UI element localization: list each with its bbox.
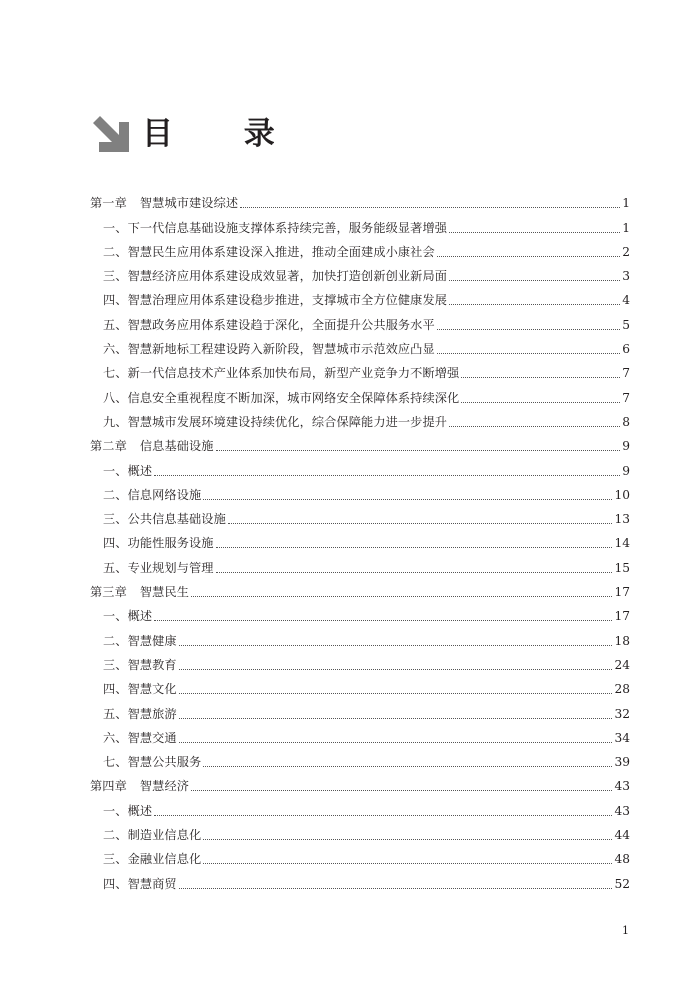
chapter-number: 第四章: [90, 779, 127, 794]
toc-entry-title: 四、智慧商贸: [103, 876, 177, 891]
toc-chapter-row[interactable]: [90, 774, 630, 798]
toc-section-row[interactable]: [90, 604, 630, 628]
toc-page-number: 4: [622, 293, 630, 308]
toc-section-row[interactable]: [90, 531, 630, 555]
toc-page-number: 48: [614, 852, 630, 867]
dot-leader: [228, 523, 613, 524]
toc-entry-title: 二、智慧民生应用体系建设深入推进，推动全面建成小康社会: [103, 244, 435, 259]
toc-page-number: 34: [614, 730, 630, 745]
dot-leader: [437, 353, 620, 354]
table-of-contents: [90, 191, 630, 896]
chapter-title: 智慧城市建设综述: [139, 196, 239, 211]
toc-section-row[interactable]: [90, 361, 630, 385]
dot-leader: [449, 280, 620, 281]
page-number: 1: [622, 924, 629, 937]
toc-page-number: 1: [622, 220, 630, 235]
toc-entry-title: 六、智慧新地标工程建设跨入新阶段，智慧城市示范效应凸显: [103, 342, 435, 357]
toc-entry-title: 四、智慧文化: [103, 682, 177, 697]
toc-section-row[interactable]: [90, 726, 630, 750]
dot-leader: [179, 718, 613, 719]
dot-leader: [216, 547, 613, 548]
dot-leader: [154, 475, 620, 476]
toc-section-row[interactable]: [90, 215, 630, 239]
toc-page-number: 43: [614, 779, 630, 794]
toc-entry-title: 五、专业规划与管理: [103, 560, 214, 575]
toc-section-row[interactable]: [90, 288, 630, 312]
dot-leader: [216, 450, 620, 451]
chapter-title: 智慧民生: [139, 585, 190, 600]
toc-page-number: 17: [614, 609, 630, 624]
toc-page-number: 5: [622, 317, 630, 332]
dot-leader: [449, 426, 620, 427]
toc-entry-title: 三、智慧经济应用体系建设成效显著，加快打造创新创业新局面: [103, 269, 448, 284]
toc-heading: [90, 112, 305, 156]
toc-section-row[interactable]: [90, 823, 630, 847]
toc-section-row[interactable]: [90, 555, 630, 579]
toc-section-row[interactable]: [90, 628, 630, 652]
dot-leader: [179, 693, 613, 694]
toc-section-row[interactable]: [90, 264, 630, 288]
toc-page-number: 6: [622, 342, 630, 357]
dot-leader: [203, 863, 612, 864]
toc-section-row[interactable]: [90, 847, 630, 871]
toc-section-row[interactable]: [90, 701, 630, 725]
toc-entry-title: 九、智慧城市发展环境建设持续优化，综合保障能力进一步提升: [103, 414, 448, 429]
toc-section-row[interactable]: [90, 240, 630, 264]
toc-section-row[interactable]: [90, 483, 630, 507]
toc-page-number: 39: [614, 755, 630, 770]
dot-leader: [179, 669, 613, 670]
chapter-number: 第一章: [90, 196, 127, 211]
dot-leader: [461, 402, 620, 403]
toc-section-row[interactable]: [90, 750, 630, 774]
toc-section-row[interactable]: [90, 458, 630, 482]
toc-entry-title: 八、信息安全重视程度不断加深，城市网络安全保障体系持续深化: [103, 390, 460, 405]
toc-entry-title: 四、智慧治理应用体系建设稳步推进，支撑城市全方位健康发展: [103, 293, 448, 308]
toc-entry-title: [90, 438, 214, 454]
toc-page-number: 44: [614, 828, 630, 843]
toc-page-number: 14: [614, 536, 630, 551]
toc-page-number: 43: [614, 803, 630, 818]
toc-section-row[interactable]: [90, 871, 630, 895]
chapter-number: 第三章: [90, 585, 127, 600]
arrow-down-right-icon: [90, 113, 132, 155]
dot-leader: [179, 645, 613, 646]
dot-leader: [203, 766, 612, 767]
toc-entry-title: 一、概述: [103, 463, 153, 478]
toc-entry-title: 一、概述: [103, 803, 153, 818]
dot-leader: [179, 888, 613, 889]
toc-entry-title: 七、新一代信息技术产业体系加快布局，新型产业竞争力不断增强: [103, 366, 460, 381]
toc-section-row[interactable]: [90, 410, 630, 434]
toc-entry-title: [90, 195, 238, 211]
page-title: 目 录: [142, 116, 305, 152]
toc-page-number: 24: [614, 657, 630, 672]
dot-leader: [191, 790, 612, 791]
toc-page-number: 15: [614, 560, 630, 575]
dot-leader: [240, 207, 620, 208]
toc-entry-title: [90, 584, 189, 600]
dot-leader: [449, 232, 620, 233]
toc-section-row[interactable]: [90, 312, 630, 336]
toc-page-number: 1: [622, 196, 630, 211]
dot-leader: [437, 256, 620, 257]
toc-entry-title: 三、金融业信息化: [103, 852, 202, 867]
toc-entry-title: 六、智慧交通: [103, 730, 177, 745]
toc-section-row[interactable]: [90, 798, 630, 822]
toc-entry-title: 五、智慧旅游: [103, 706, 177, 721]
toc-page-number: 13: [614, 512, 630, 527]
chapter-title: 信息基础设施: [139, 439, 214, 454]
toc-entry-title: 三、智慧教育: [103, 657, 177, 672]
toc-entry-title: 二、制造业信息化: [103, 828, 202, 843]
toc-entry-title: [90, 778, 189, 794]
dot-leader: [437, 329, 620, 330]
dot-leader: [216, 572, 613, 573]
dot-leader: [203, 839, 612, 840]
toc-page-number: 8: [622, 414, 630, 429]
chapter-title: 智慧经济: [139, 779, 190, 794]
toc-page-number: 10: [614, 487, 630, 502]
dot-leader: [449, 304, 620, 305]
toc-entry-title: 五、智慧政务应用体系建设趋于深化，全面提升公共服务水平: [103, 317, 435, 332]
toc-page-number: 32: [614, 706, 630, 721]
toc-page-number: 9: [622, 463, 630, 478]
toc-page-number: 52: [614, 876, 630, 891]
toc-chapter-row[interactable]: [90, 434, 630, 458]
dot-leader: [461, 377, 620, 378]
dot-leader: [154, 620, 612, 621]
toc-page-number: 2: [622, 244, 630, 259]
dot-leader: [154, 815, 612, 816]
toc-entry-title: 四、功能性服务设施: [103, 536, 214, 551]
toc-entry-title: 一、概述: [103, 609, 153, 624]
toc-page-number: 7: [622, 390, 630, 405]
toc-entry-title: 二、信息网络设施: [103, 487, 202, 502]
toc-page-number: 3: [622, 269, 630, 284]
toc-entry-title: 二、智慧健康: [103, 633, 177, 648]
toc-entry-title: 七、智慧公共服务: [103, 755, 202, 770]
dot-leader: [191, 596, 612, 597]
toc-page-number: 17: [614, 585, 630, 600]
toc-section-row[interactable]: [90, 677, 630, 701]
toc-entry-title: 一、下一代信息基础设施支撑体系持续完善，服务能级显著增强: [103, 220, 448, 235]
toc-entry-title: 三、公共信息基础设施: [103, 512, 226, 527]
toc-section-row[interactable]: [90, 337, 630, 361]
toc-page-number: 7: [622, 366, 630, 381]
toc-section-row[interactable]: [90, 385, 630, 409]
toc-page-number: 18: [614, 633, 630, 648]
toc-chapter-row[interactable]: [90, 191, 630, 215]
toc-chapter-row[interactable]: [90, 580, 630, 604]
toc-page-number: 9: [622, 439, 630, 454]
chapter-number: 第二章: [90, 439, 127, 454]
toc-section-row[interactable]: [90, 507, 630, 531]
dot-leader: [179, 742, 613, 743]
toc-section-row[interactable]: [90, 653, 630, 677]
toc-page-number: 28: [614, 682, 630, 697]
dot-leader: [203, 499, 612, 500]
